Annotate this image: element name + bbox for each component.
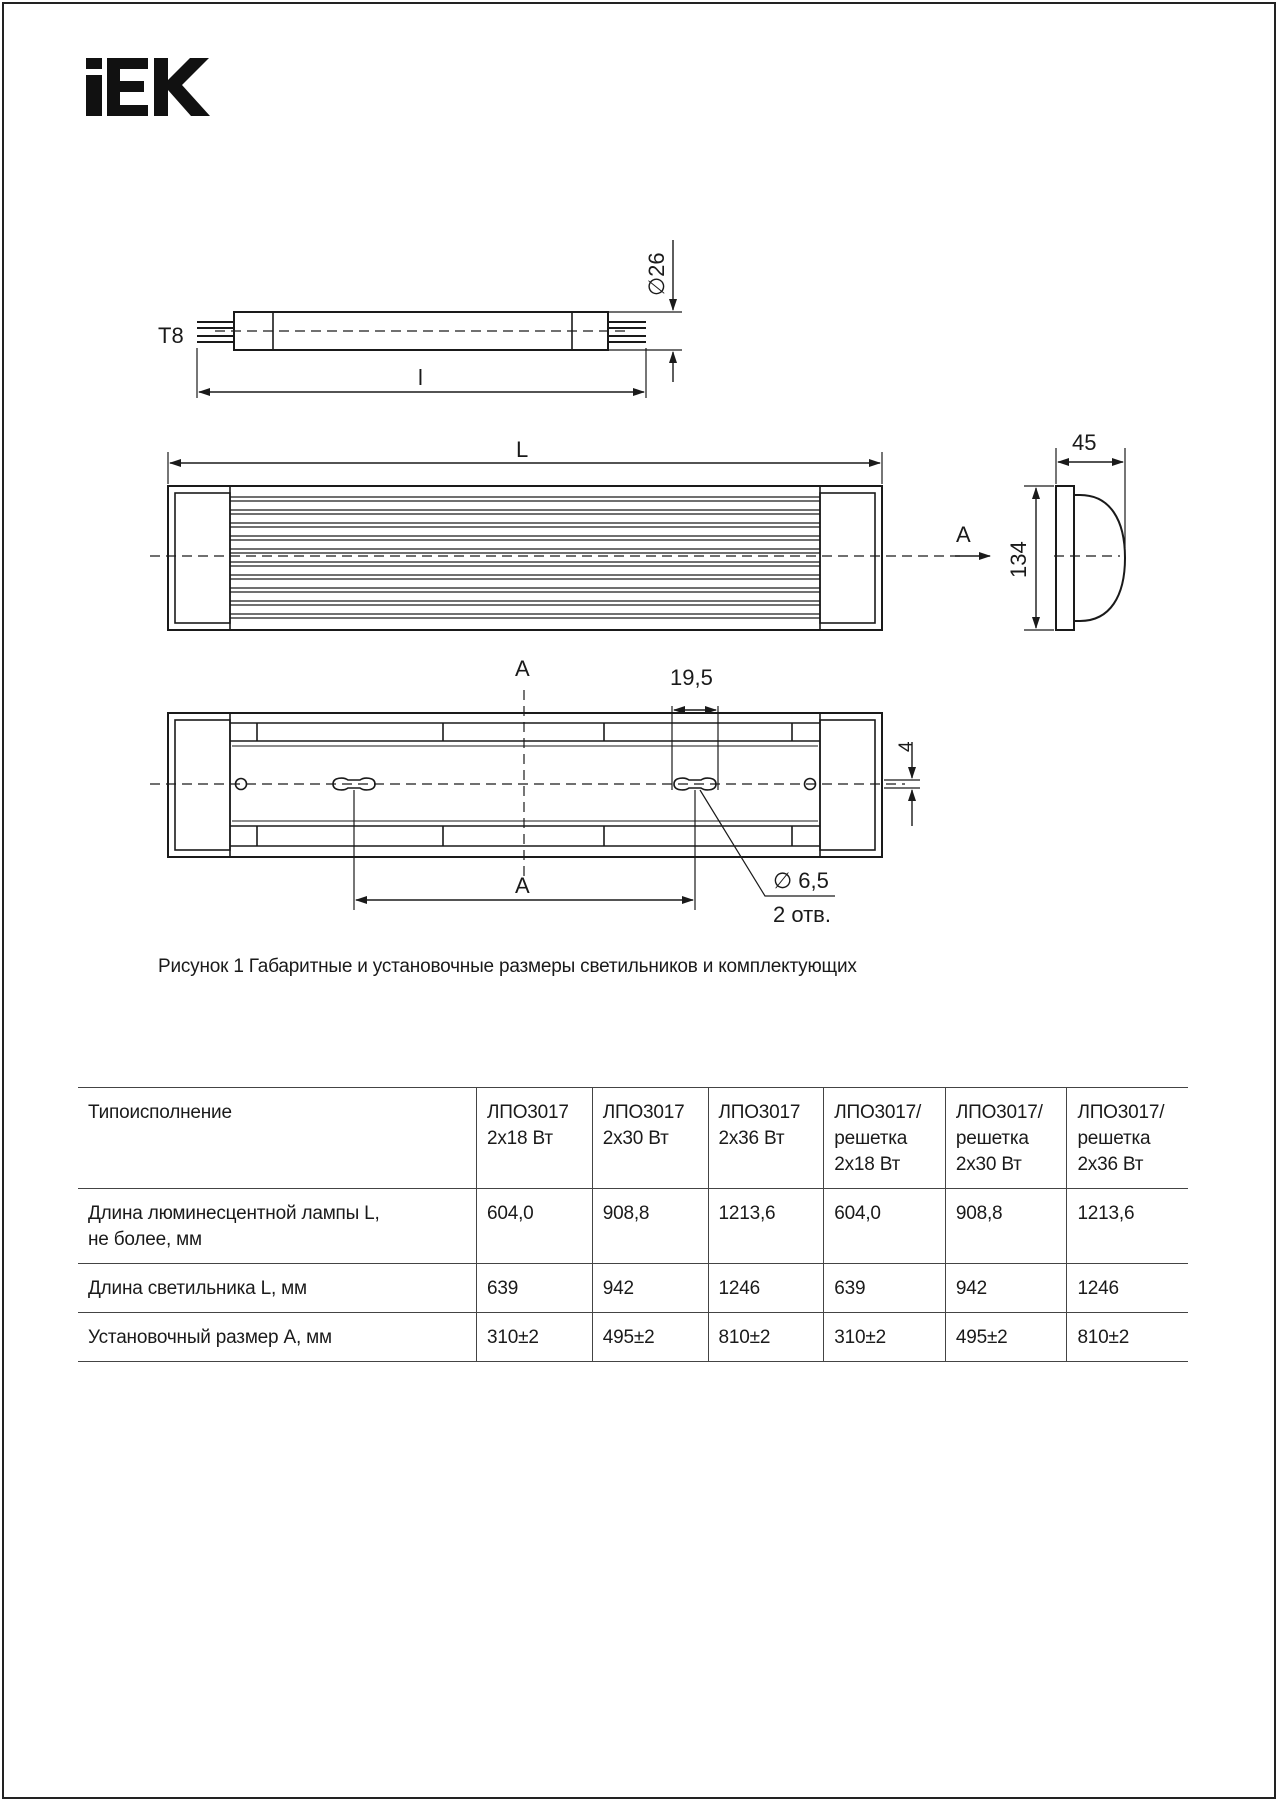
value-cell: 604,0 (824, 1189, 946, 1264)
value-cell: 310±2 (824, 1313, 946, 1362)
offset-label: 4 (896, 741, 917, 752)
value-cell: 639 (824, 1264, 946, 1313)
cell-line: ЛПО3017/ (1077, 1102, 1165, 1123)
specification-table (78, 1087, 1188, 1362)
table-header-row (78, 1088, 1188, 1189)
value-cell: 1246 (1067, 1264, 1188, 1313)
row-label-cell (78, 1189, 477, 1264)
header-model-cell (1067, 1088, 1188, 1189)
header-model-cell (708, 1088, 824, 1189)
value-cell: 810±2 (708, 1313, 824, 1362)
t8-lamp-drawing (197, 240, 682, 398)
hole-count-label: 2 отв. (773, 902, 831, 927)
height-label: 134 (1006, 541, 1031, 578)
view-a-label: A (956, 522, 971, 547)
mount-span-label: A (515, 873, 530, 898)
hole-diameter-label: ∅ 6,5 (773, 868, 829, 893)
value-cell: 1246 (708, 1264, 824, 1313)
slot-width-label: 19,5 (670, 665, 713, 690)
header-model-cell (945, 1088, 1067, 1189)
cell-line: Длина люминесцентной лампы L, (88, 1203, 380, 1224)
cell-line: 2х36 Вт (718, 1128, 785, 1149)
fixture-side-view (1024, 448, 1125, 630)
cell-line: Установочный размер А, мм (88, 1327, 332, 1348)
cell-line: 2х36 Вт (1077, 1154, 1144, 1175)
cell-line: ЛПО3017 (487, 1102, 569, 1123)
lamp-type-label: T8 (158, 323, 184, 348)
cell-line: ЛПО3017 (718, 1102, 801, 1123)
header-model-cell (592, 1088, 708, 1189)
value-cell: 639 (477, 1264, 593, 1313)
cell-line: 2х30 Вт (955, 1154, 1022, 1175)
cell-line: 2х18 Вт (487, 1128, 553, 1149)
table-row (78, 1313, 1188, 1362)
cell-line: 2х30 Вт (602, 1128, 669, 1149)
cell-line: ЛПО3017 (602, 1102, 685, 1123)
value-cell: 942 (592, 1264, 708, 1313)
value-cell: 495±2 (592, 1313, 708, 1362)
cell-line: решетка (834, 1128, 908, 1149)
header-model-cell (824, 1088, 946, 1189)
cell-line: Длина светильника L, мм (88, 1278, 307, 1299)
cell-line: ЛПО3017/ (955, 1102, 1043, 1123)
cell-line: решетка (955, 1128, 1029, 1149)
value-cell: 604,0 (477, 1189, 593, 1264)
depth-label: 45 (1072, 430, 1097, 455)
row-label-cell (78, 1313, 477, 1362)
value-cell: 495±2 (945, 1313, 1067, 1362)
fixture-slats (230, 497, 820, 618)
table-row (78, 1189, 1188, 1264)
cell-line: ЛПО3017/ (834, 1102, 922, 1123)
cell-line: не более, мм (88, 1229, 202, 1250)
cell-line: 2х18 Вт (834, 1154, 901, 1175)
fixture-length-label: L (516, 437, 529, 462)
value-cell: 942 (945, 1264, 1067, 1313)
section-a-label: A (515, 656, 530, 681)
header-label-cell: Типоисполнение (88, 1102, 232, 1123)
fixture-top-view (150, 452, 990, 630)
value-cell: 810±2 (1067, 1313, 1188, 1362)
cell-line: решетка (1077, 1128, 1151, 1149)
table-row (78, 1264, 1188, 1313)
lamp-diameter-label: ∅26 (644, 252, 669, 296)
value-cell: 1213,6 (708, 1189, 824, 1264)
value-cell: 1213,6 (1067, 1189, 1188, 1264)
value-cell: 908,8 (592, 1189, 708, 1264)
header-model-cell (477, 1088, 593, 1189)
lamp-length-label: l (418, 365, 423, 390)
value-cell: 310±2 (477, 1313, 593, 1362)
row-label-cell (78, 1264, 477, 1313)
figure-caption: Рисунок 1 Габаритные и установочные размеры светильников и комплектующих (158, 956, 857, 977)
value-cell: 908,8 (945, 1189, 1067, 1264)
